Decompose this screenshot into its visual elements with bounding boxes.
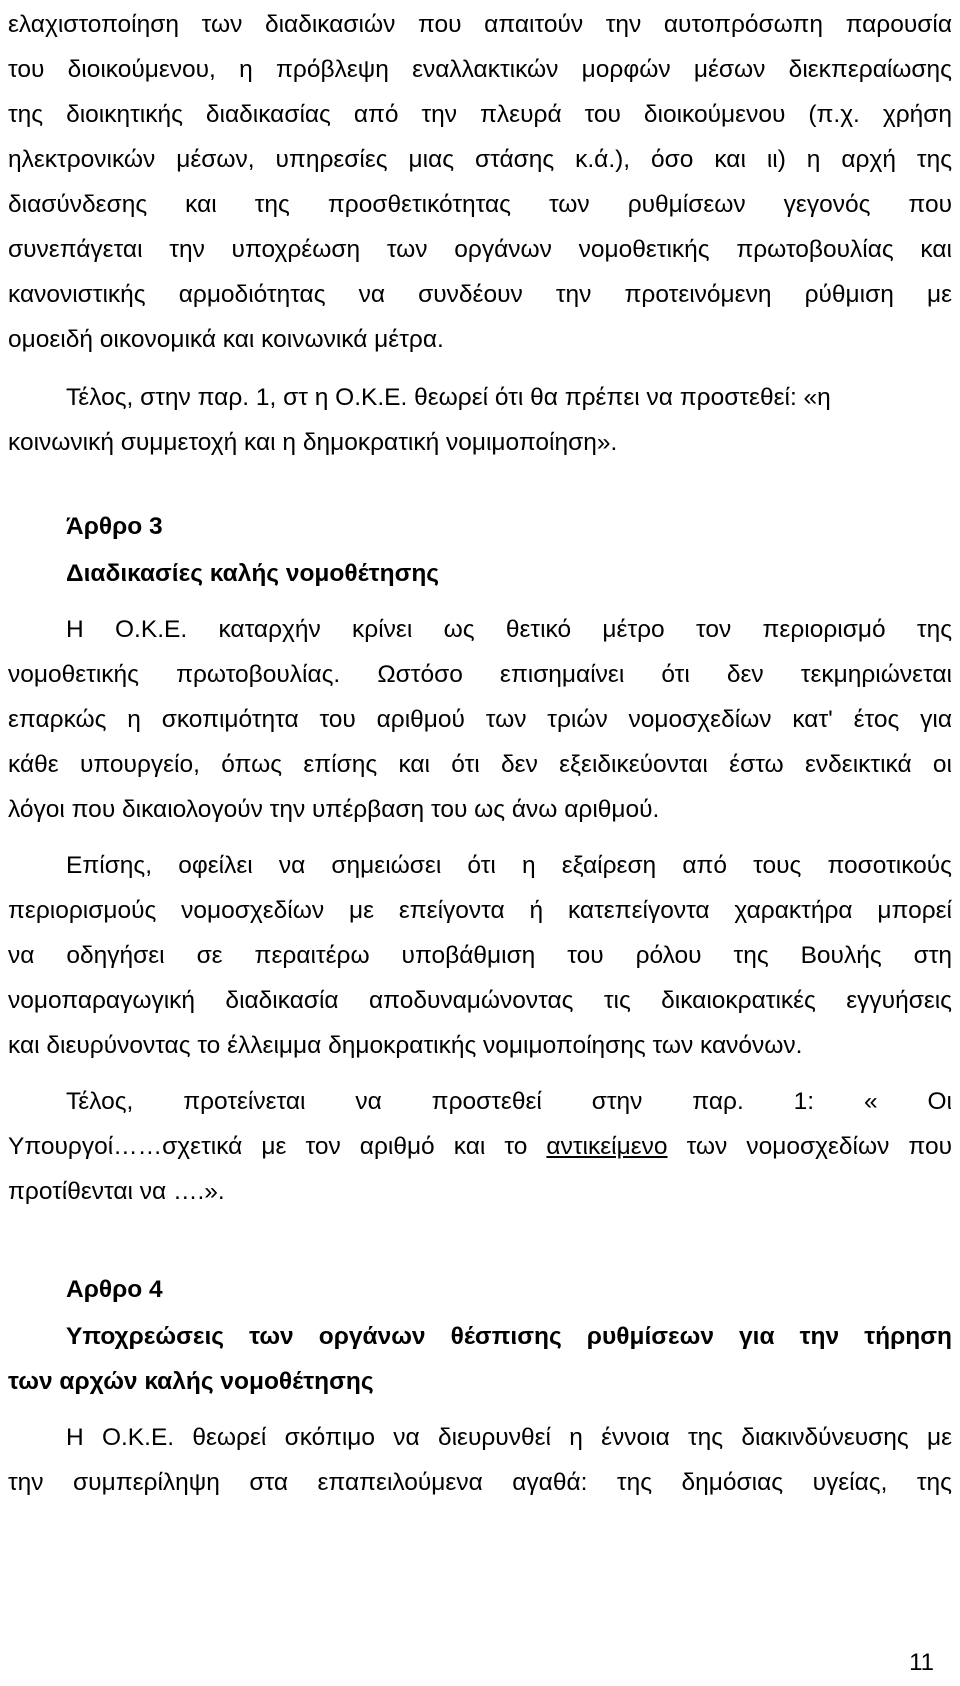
paragraph-line: νομοπαραγωγική διαδικασία αποδυναμώνοντας τις δικαιοκρατικές εγγυήσεις <box>8 987 952 1014</box>
paragraph-line: της διοικητικής διαδικασίας από την πλευρά του διοικούμενου (π.χ. χρήση <box>8 101 952 128</box>
paragraph-line: Τέλος, στην παρ. 1, στ η Ο.Κ.Ε. θεωρεί ότι θα πρέπει να προστεθεί: «η <box>66 384 831 411</box>
paragraph-line: ηλεκτρονικών μέσων, υπηρεσίες μιας στάσης κ.ά.), όσο και ιι) η αρχή της <box>8 146 952 173</box>
article-4-title: των αρχών καλής νομοθέτησης <box>8 1368 374 1395</box>
paragraph-line: συνεπάγεται την υποχρέωση των οργάνων νομοθετικής πρωτοβουλίας και <box>8 236 952 263</box>
paragraph-line: του διοικούμενου, η πρόβλεψη εναλλακτικών μορφών μέσων διεκπεραίωσης <box>8 56 952 83</box>
article-4-heading: Αρθρο 4 <box>66 1276 163 1303</box>
paragraph-line-with-underline <box>8 1132 952 1162</box>
article-4-title: Υποχρεώσεις των οργάνων θέσπισης ρυθμίσεων για την τήρηση <box>66 1323 952 1350</box>
paragraph-line: νομοθετικής πρωτοβουλίας. Ωστόσο επισημαίνει ότι δεν τεκμηριώνεται <box>8 661 952 688</box>
paragraph-line: ομοειδή οικονομικά και κοινωνικά μέτρα. <box>8 326 444 353</box>
paragraph-line: Η Ο.Κ.Ε. θεωρεί σκόπιμο να διευρυνθεί η έννοια της διακινδύνευσης με <box>66 1424 952 1451</box>
paragraph-line: την συμπερίληψη στα επαπειλούμενα αγαθά: της δημόσιας υγείας, της <box>8 1469 952 1496</box>
article-3-heading: Άρθρο 3 <box>66 513 163 540</box>
article-3-title: Διαδικασίες καλής νομοθέτησης <box>66 560 440 587</box>
paragraph-line: Η Ο.Κ.Ε. καταρχήν κρίνει ως θετικό μέτρο τον περιορισμό της <box>66 616 952 643</box>
paragraph-line: κάθε υπουργείο, όπως επίσης και ότι δεν εξειδικεύονται έστω ενδεικτικά οι <box>8 751 952 778</box>
paragraph-line: λόγοι που δικαιολογούν την υπέρβαση του ως άνω αριθμού. <box>8 796 660 823</box>
paragraph-line: και διευρύνοντας το έλλειμμα δημοκρατικής νομιμοποίησης των κανόνων. <box>8 1032 803 1059</box>
text-run: των νομοσχεδίων που <box>667 1133 952 1160</box>
paragraph-line: διασύνδεσης και της προσθετικότητας των ρυθμίσεων γεγονός που <box>8 191 952 218</box>
page-number: 11 <box>909 1649 934 1676</box>
paragraph-line: προτίθενται να ….». <box>8 1178 225 1205</box>
text-run: Υπουργοί……σχετικά με τον αριθμό και το <box>8 1133 547 1160</box>
paragraph-line: περιορισμούς νομοσχεδίων με επείγοντα ή κατεπείγοντα χαρακτήρα μπορεί <box>8 897 952 924</box>
paragraph-line: να οδηγήσει σε περαιτέρω υποβάθμιση του ρόλου της Βουλής στη <box>8 942 952 969</box>
paragraph-line: κανονιστικής αρμοδιότητας να συνδέουν την προτεινόμενη ρύθμιση με <box>8 281 952 308</box>
paragraph-line: κοινωνική συμμετοχή και η δημοκρατική νομιμοποίηση». <box>8 429 618 456</box>
underlined-word: αντικείμενο <box>546 1133 668 1160</box>
paragraph-line: Επίσης, οφείλει να σημειώσει ότι η εξαίρεση από τους ποσοτικούς <box>66 852 952 879</box>
paragraph-line: επαρκώς η σκοπιμότητα του αριθμού των τριών νομοσχεδίων κατ' έτος για <box>8 706 952 733</box>
paragraph-line: Τέλος, προτείνεται να προστεθεί στην παρ. 1: « Οι <box>66 1088 952 1115</box>
paragraph-line: ελαχιστοποίηση των διαδικασιών που απαιτούν την αυτοπρόσωπη παρουσία <box>8 11 952 38</box>
